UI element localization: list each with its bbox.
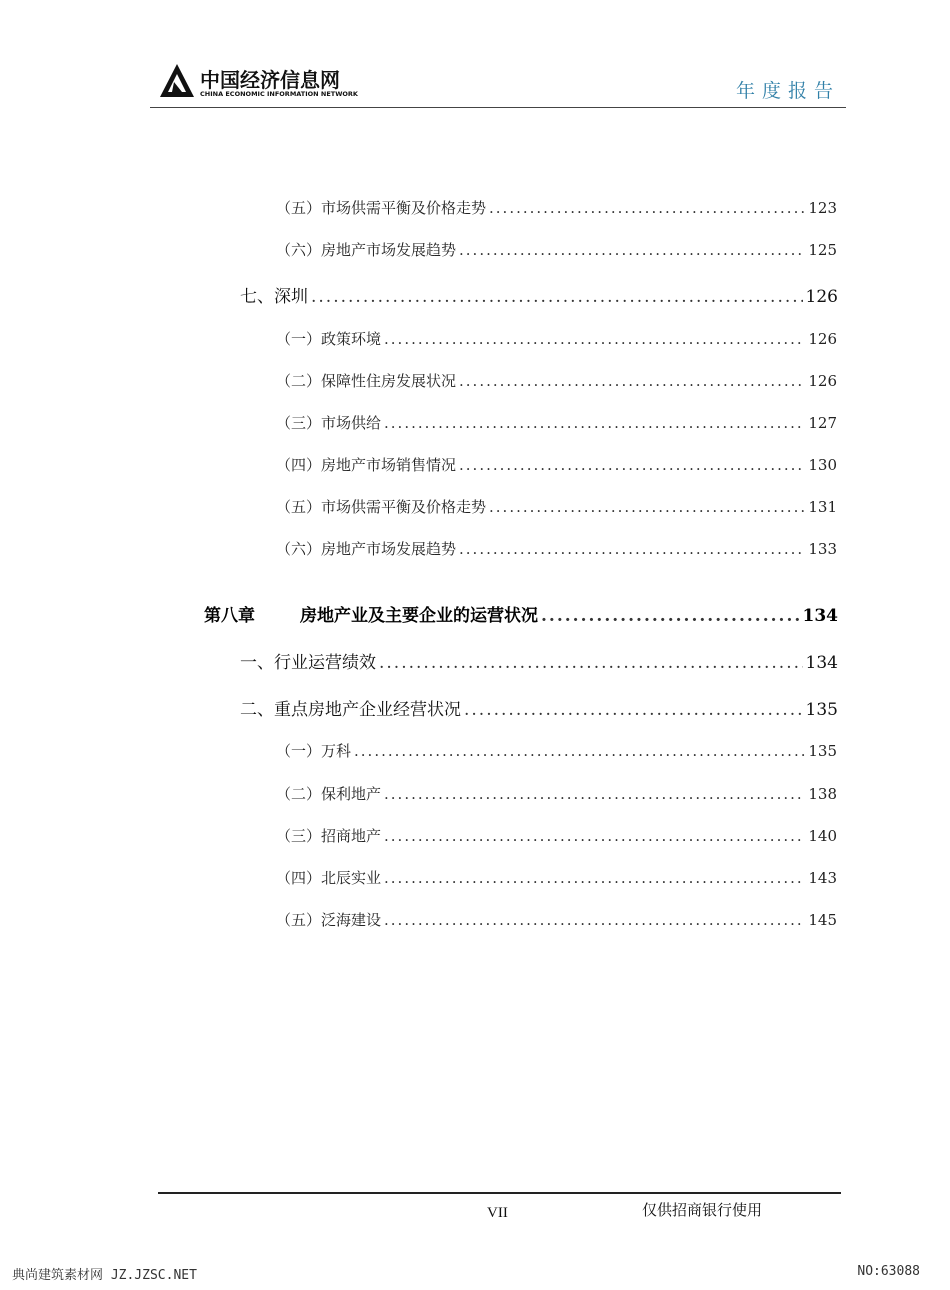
toc-section-page: 126: [805, 287, 838, 307]
toc-leader: [489, 498, 805, 516]
toc-section[interactable]: [240, 282, 838, 307]
usage-note: 仅供招商银行使用: [642, 1201, 763, 1219]
page-header: [0, 0, 950, 112]
toc-entry-label: （六）房地产市场发展趋势: [276, 241, 457, 259]
toc-leader: [489, 199, 805, 217]
toc-leader: [459, 372, 805, 390]
cei-logo: [158, 62, 358, 102]
toc-entry-page: 131: [808, 498, 837, 516]
toc-entry[interactable]: [276, 825, 837, 846]
toc-entry-page: 125: [808, 241, 837, 259]
toc-section-label: 七、深圳: [240, 287, 308, 307]
toc-entry[interactable]: [276, 239, 837, 260]
toc-entry-label: （六）房地产市场发展趋势: [276, 540, 457, 558]
toc-leader: [464, 700, 803, 720]
toc-entry-page: 145: [808, 911, 837, 929]
toc-entry-label: （一）万科: [276, 742, 352, 760]
toc-entry-label: （五）市场供需平衡及价格走势: [276, 498, 487, 516]
logo-name-cn: 中国经济信息网: [200, 68, 340, 92]
toc-entry[interactable]: [276, 412, 837, 433]
toc-chapter-page: 134: [802, 606, 838, 626]
toc-entry-page: 127: [808, 414, 837, 432]
toc-entry-label: （五）泛海建设: [276, 911, 382, 929]
toc-leader: [541, 606, 800, 626]
watermark-site: 典尚建筑素材网 JZ.JZSC.NET: [12, 1268, 197, 1283]
toc-entry-label: （三）招商地产: [276, 827, 382, 845]
toc-entry-page: 140: [808, 827, 837, 845]
toc-section[interactable]: [240, 695, 838, 720]
toc-leader: [459, 456, 805, 474]
toc-entry-label: （一）政策环境: [276, 330, 382, 348]
toc-entry[interactable]: [276, 740, 837, 761]
toc-leader: [354, 742, 805, 760]
toc-entry-label: （二）保利地产: [276, 785, 382, 803]
toc-entry-page: 126: [808, 330, 837, 348]
toc-section[interactable]: [240, 648, 838, 673]
toc-entry[interactable]: [276, 496, 837, 517]
cei-logo-icon: [158, 62, 196, 100]
toc-entry-label: （二）保障性住房发展状况: [276, 372, 457, 390]
toc-chapter-title: 房地产业及主要企业的运营状况: [300, 606, 538, 626]
toc-leader: [459, 540, 805, 558]
toc-entry-page: 130: [808, 456, 837, 474]
toc-chapter-label: [204, 601, 538, 626]
header-divider: [150, 107, 846, 108]
toc-leader: [384, 330, 805, 348]
toc-entry-page: 123: [808, 199, 837, 217]
toc-entry[interactable]: [276, 909, 837, 930]
toc-entry-page: 138: [808, 785, 837, 803]
toc-chapter[interactable]: [204, 601, 838, 626]
toc-entry[interactable]: [276, 328, 837, 349]
watermark-id: NO:63088: [857, 1264, 920, 1279]
toc-entry-page: 135: [808, 742, 837, 760]
toc-leader: [384, 414, 805, 432]
toc-entry-page: 143: [808, 869, 837, 887]
toc-chapter-number: 第八章: [204, 606, 255, 626]
toc-leader: [384, 869, 805, 887]
toc-entry-label: （五）市场供需平衡及价格走势: [276, 199, 487, 217]
toc-leader: [384, 827, 805, 845]
toc-section-label: 二、重点房地产企业经营状况: [240, 700, 461, 720]
toc-section-label: 一、行业运营绩效: [240, 653, 376, 673]
toc-entry-page: 126: [808, 372, 837, 390]
toc-section-page: 134: [805, 653, 838, 673]
report-type-title: 年度报告: [735, 80, 840, 102]
toc-entry[interactable]: [276, 783, 837, 804]
toc-leader: [459, 241, 805, 259]
toc-entry[interactable]: [276, 867, 837, 888]
toc-entry[interactable]: [276, 454, 837, 475]
logo-name-en: CHINA ECONOMIC INFORMATION NETWORK: [200, 90, 358, 98]
toc-leader: [379, 653, 803, 673]
toc-entry[interactable]: [276, 197, 837, 218]
toc-entry-label: （三）市场供给: [276, 414, 382, 432]
toc-entry-page: 133: [808, 540, 837, 558]
toc-entry[interactable]: [276, 538, 837, 559]
toc-leader: [384, 785, 805, 803]
page-number: VII: [487, 1205, 508, 1221]
toc-entry-label: （四）北辰实业: [276, 869, 382, 887]
toc-leader: [311, 287, 803, 307]
toc-entry[interactable]: [276, 370, 837, 391]
toc-leader: [384, 911, 805, 929]
toc-entry-label: （四）房地产市场销售情况: [276, 456, 457, 474]
toc-section-page: 135: [805, 700, 838, 720]
footer-divider: [158, 1192, 841, 1194]
